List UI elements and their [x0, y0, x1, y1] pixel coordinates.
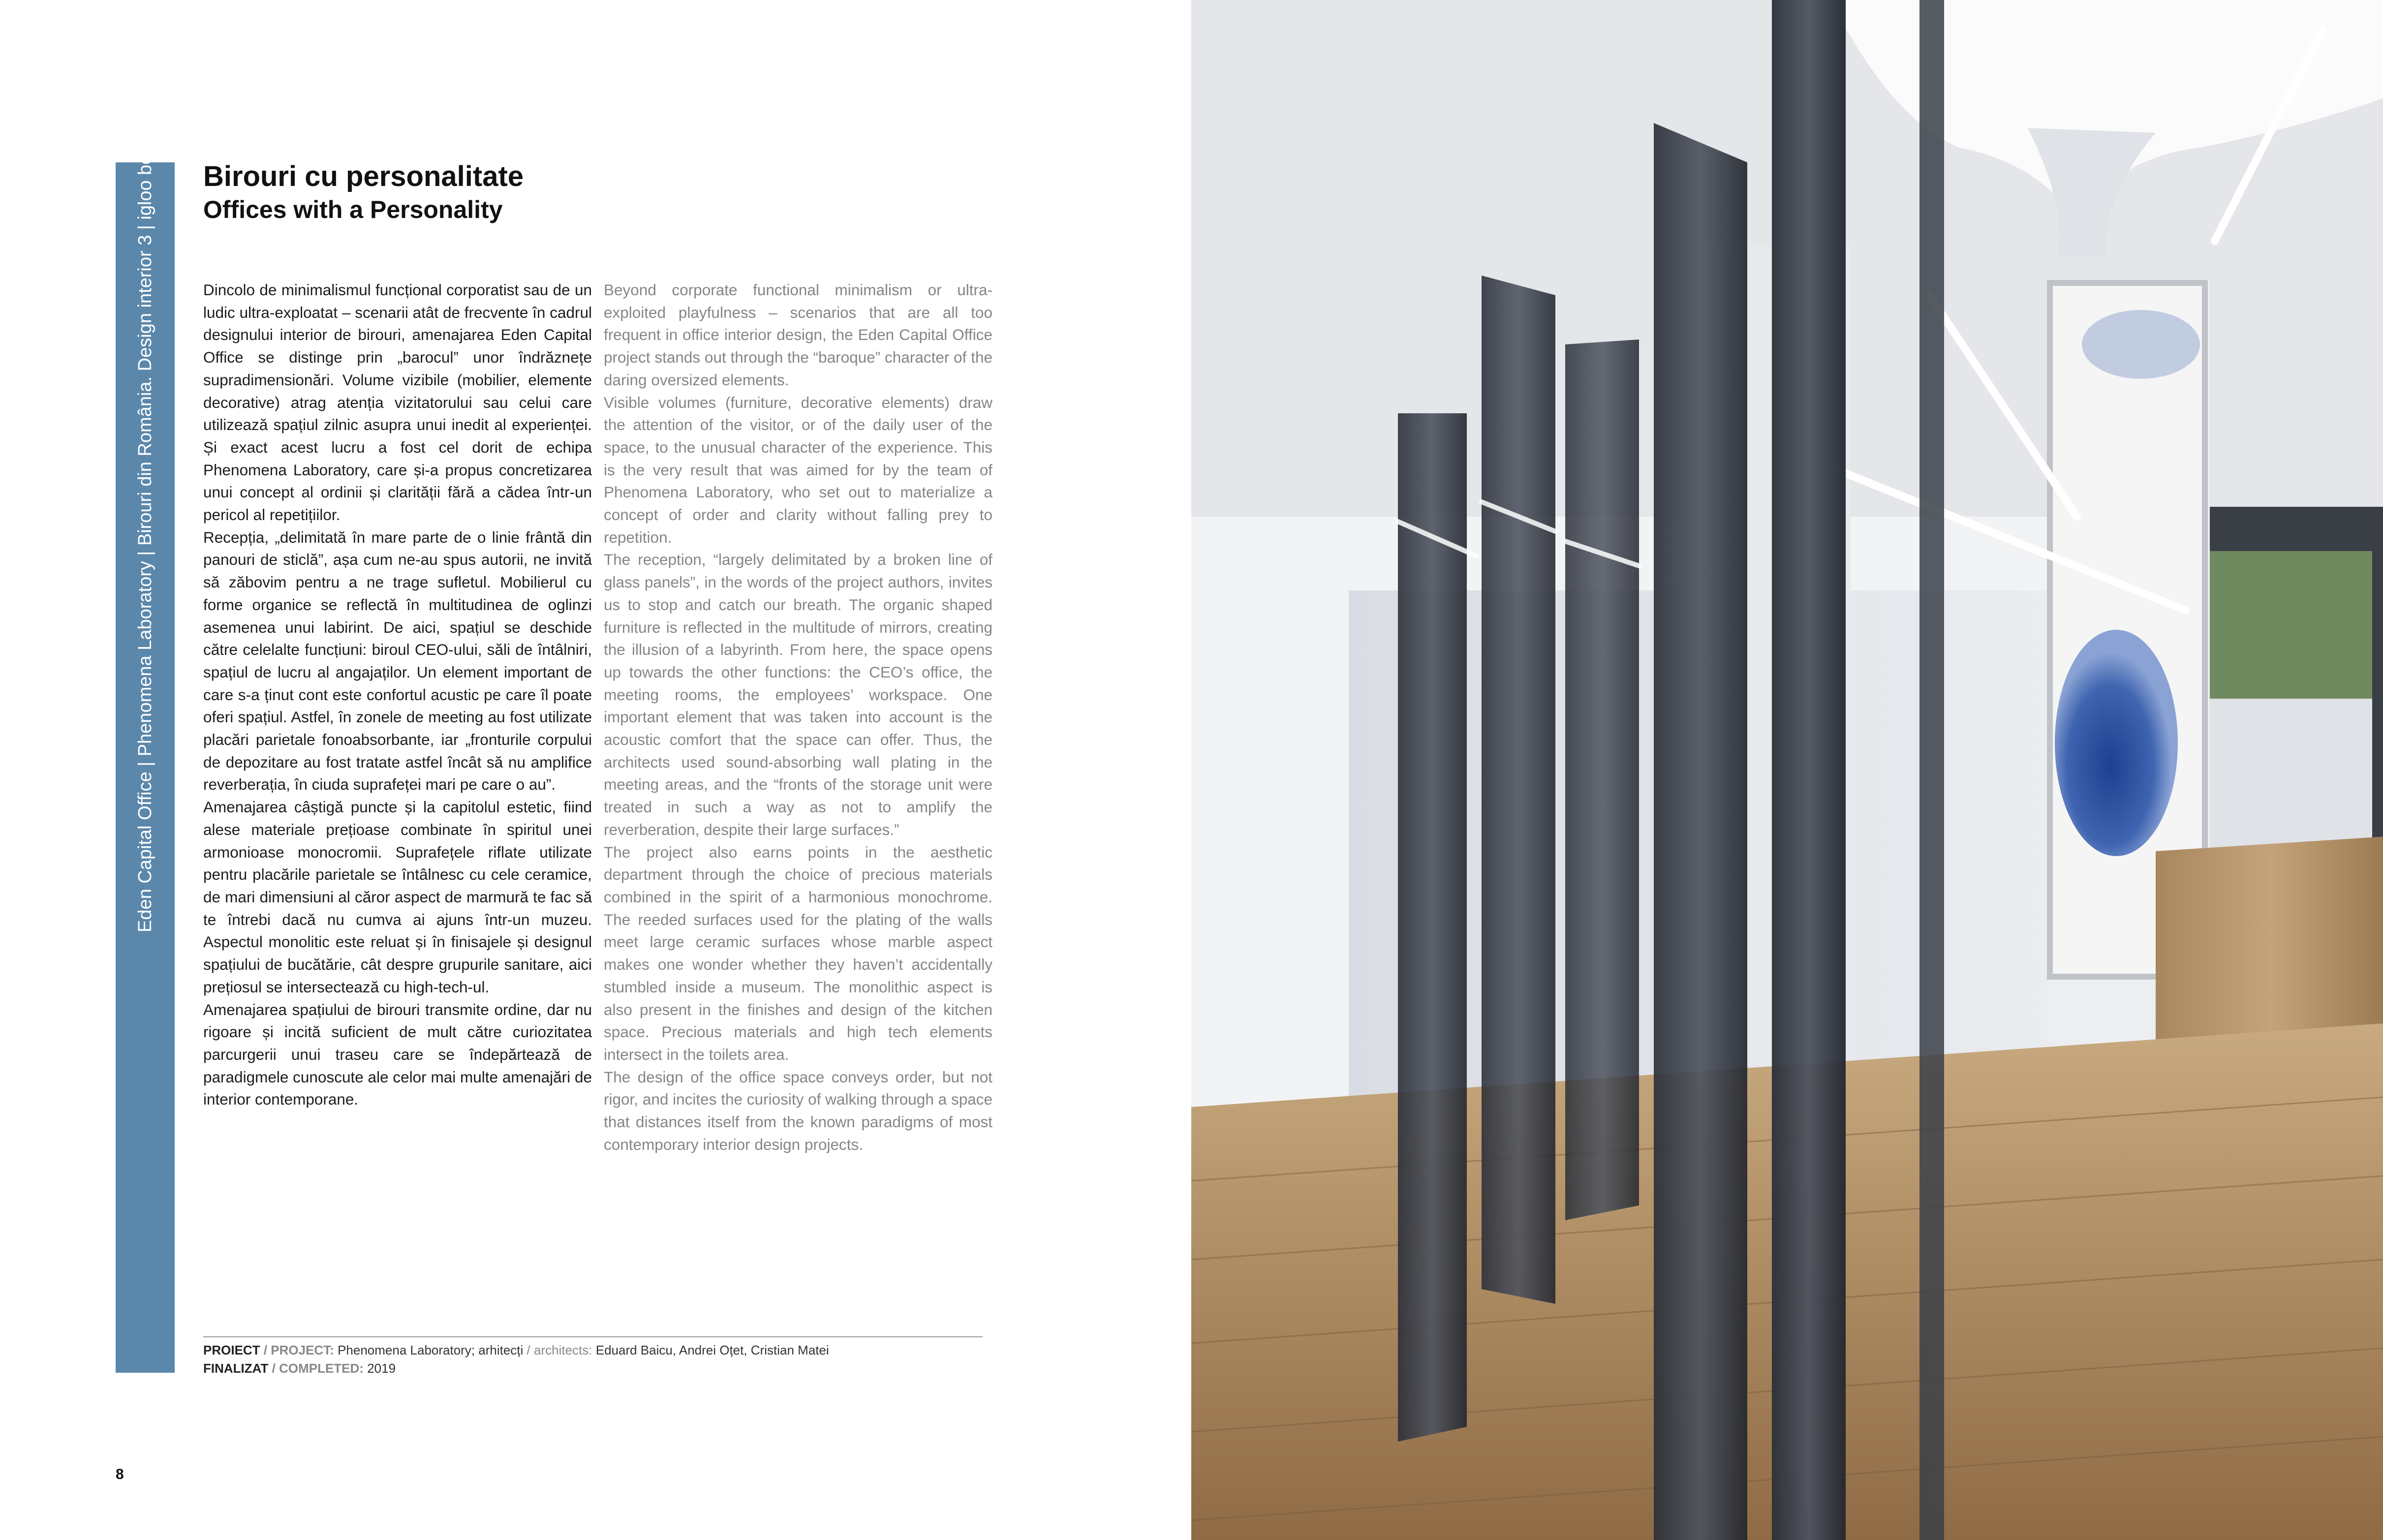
paragraph-en: Visible volumes (furniture, decorative elements) draw the attention of the visitor, or of the daily user of the space, to the unusual character of the experience. This is the very result that was aimed for by the team of Phenomena Laboratory, who set out to materialize a concept of order and clarity without falling prey to repetition.	[604, 393, 992, 546]
artwork-blue-shape	[2055, 630, 2178, 856]
paragraph-en: Beyond corporate functional minimalism or ultra-exploited playfulness – scenarios that are all too frequent in office interior design, the Eden Capital Office project stands out through the “baroque” character of the daring oversized elements.	[604, 281, 992, 389]
paragraph-ro: Dincolo de minimalismul funcțional corporatist sau de un ludic ultra-exploatat – scenarii atât de frecvente în cadrul designului interior de birouri, amenajarea Eden Capital Office se distinge prin „barocul” unor îndrăznețe supradimensionări. Volume vizibile (mobilier, elemente decorative) atrag atenția vizitatorului sau celui care utilizează spațiul zilnic asupra unui inedit al experienței. Și exact acest lucru a fost cel dorit de echipa Phenomena Laboratory, care și-a propus concretizarea unui concept al ordinii și clarității fără a cădea într-un pericol al repetițiilor.	[203, 281, 592, 524]
architects-value: Eduard Baicu, Andrei Oțet, Cristian Matei	[595, 1343, 829, 1357]
glass-panel-1	[1398, 413, 1467, 1442]
paragraph-ro: Amenajarea spațiului de birouri transmite ordine, dar nu rigoare și incită suficient de mult către curiozitatea parcurgerii unui traseu care se îndepărtează de paradigmele cunoscute ale celor mai multe amenajări de interior contemporane.	[203, 1000, 592, 1109]
body-column-romanian	[203, 279, 592, 1111]
paragraph-en: The project also earns points in the aesthetic department through the choice of precious materials combined in the spirit of a harmonious monochrome. The reeded surfaces used for the plating of the walls meet large ceramic surfaces whose marble aspect makes one wonder whether they haven’t accidentally stumbled inside a museum. The monolithic aspect is also present in the finishes and design of the kitchen space. Precious materials and high tech elements intersect in the toilets area.	[604, 843, 992, 1063]
credits-line-project: PROIECT / PROJECT: Phenomena Laboratory; arhitecți / architects: Eduard Baicu, Andrei Oțet, Cristian Matei	[203, 1343, 829, 1357]
glass-edge-right	[1919, 0, 1944, 1540]
window-trees	[2205, 551, 2372, 699]
glass-panel-4	[1654, 123, 1747, 1540]
completed-value: 2019	[367, 1361, 396, 1376]
artwork-top-shape	[2082, 310, 2200, 379]
completed-label-ro: FINALIZAT	[203, 1361, 269, 1376]
paragraph-en: The reception, “largely delimitated by a broken line of glass panels”, in the words of the project authors, invites us to stop and catch our breath. The organic shaped furniture is reflected in the multitude of mirrors, creating the illusion of a labyrinth. From here, the space opens up towards the other functions: the CEO’s office, the meeting rooms, the employees’ workspace. One important element that was taken into account is the acoustic comfort that the space can offer. Thus, the architects used sound-absorbing wall plating in the meeting areas, and the “fronts of the storage unit were treated in such a way as not to amplify the reverberation, despite their large surfaces.”	[604, 551, 992, 838]
architects-label: architects:	[534, 1343, 592, 1357]
left-page	[0, 0, 1191, 1540]
paragraph-en: The design of the office space conveys order, but not rigor, and incites the curiosity of walking through a space that distances itself from the known paradigms of most contemporary interior design projects.	[604, 1068, 992, 1153]
project-value: Phenomena Laboratory; arhitecți	[338, 1343, 524, 1357]
article-title-en: Offices with a Personality	[203, 196, 503, 223]
completed-label-en: COMPLETED:	[279, 1361, 364, 1376]
project-label-ro: PROIECT	[203, 1343, 260, 1357]
glass-panel-5	[1772, 0, 1846, 1540]
body-column-english	[604, 279, 992, 1156]
credits-line-completed: FINALIZAT / COMPLETED: 2019	[203, 1361, 396, 1376]
project-credits	[203, 1336, 983, 1378]
interior-photo	[1191, 0, 2383, 1540]
page-number: 8	[116, 1466, 124, 1482]
office-interior-illustration	[1191, 0, 2383, 1540]
paragraph-ro: Recepția, „delimitată în mare parte de o linie frântă din panouri de sticlă”, așa cum ne-au spus autorii, ne invită să zăbovim pentru a ne trage sufletul. Mobilierul cu forme organice se reflectă în multitudinea de oglinzi asemenea unui labirint. De aici, spațiul se deschide către celelalte funcțiuni: biroul CEO-ului, săli de întâlniri, spațiul de lucru al angajaților. Un element important de care s-a ținut cont este confortul acustic pe care îl poate oferi spațiul. Astfel, în zonele de meeting au fost utilizate placări parietale fonoabsorbante, iar „fronturile corpului de depozitare au fost tratate astfel încât să nu amplifice reverberația, în ciuda suprafeței mari pe care o au”.	[203, 528, 592, 794]
glass-panel-3	[1565, 339, 1639, 1220]
glass-panel-2	[1482, 276, 1555, 1304]
project-label-en: PROJECT:	[271, 1343, 334, 1357]
running-head-text: Eden Capital Office | Phenomena Laboratory | Birouri din România. Design interior 3 | igloo best	[135, 139, 155, 932]
paragraph-ro: Amenajarea câștigă puncte și la capitolul estetic, fiind alese materiale prețioase combinate în spiritul unei armonioase monocromii. Suprafețele riflate utilizate pentru placările parietale se întâlnesc cu cele ceramice, de mari dimensiuni al căror aspect de marmură te fac să te întrebi dacă nu cumva ai ajuns într-un muzeu. Aspectul monolitic este reluat și în finisajele și designul spațiului de bucătărie, cât despre grupurile sanitare, aici prețiosul se intersectează cu high-tech-ul.	[203, 798, 592, 996]
article-title-ro: Birouri cu personalitate	[203, 160, 524, 192]
